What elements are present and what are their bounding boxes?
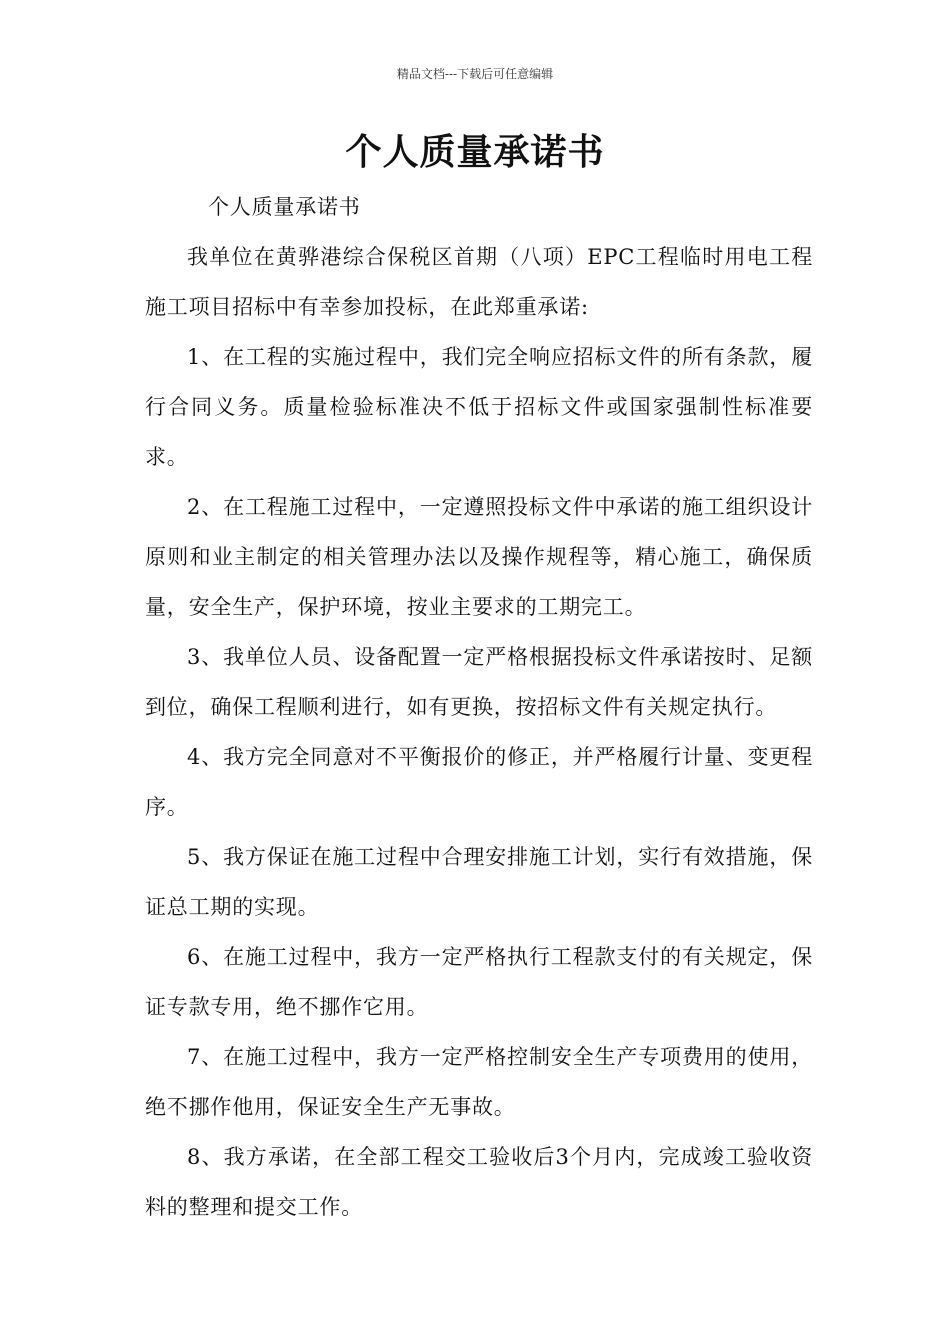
- commitment-item-4: 4、我方完全同意对不平衡报价的修正，并严格履行计量、变更程序。: [145, 745, 813, 819]
- page-header-note: 精品文档---下载后可任意编辑: [396, 67, 554, 81]
- commitment-item-2: 2、在工程施工过程中，一定遵照投标文件中承诺的施工组织设计原则和业主制定的相关管理办法以及操作规程等，精心施工，确保质量，安全生产，保护环境，按业主要求的工期完工。: [145, 495, 813, 619]
- document-body: [145, 182, 813, 1232]
- commitment-item-1: 1、在工程的实施过程中，我们完全响应招标文件的所有条款，履行合同义务。质量检验标准决不低于招标文件或国家强制性标准要求。: [145, 345, 813, 469]
- commitment-item-7: 7、在施工过程中，我方一定严格控制安全生产专项费用的使用，绝不挪作他用，保证安全生产无事故。: [145, 1045, 813, 1119]
- document-title: 个人质量承诺书: [345, 131, 605, 173]
- commitment-item-6: 6、在施工过程中，我方一定严格执行工程款支付的有关规定，保证专款专用，绝不挪作它用。: [145, 945, 813, 1019]
- document-subtitle: 个人质量承诺书: [208, 195, 361, 219]
- intro-paragraph: 我单位在黄骅港综合保税区首期（八项）EPC工程临时用电工程施工项目招标中有幸参加投标，在此郑重承诺:: [145, 245, 813, 319]
- commitment-item-5: 5、我方保证在施工过程中合理安排施工计划，实行有效措施，保证总工期的实现。: [145, 845, 813, 919]
- commitment-item-3: 3、我单位人员、设备配置一定严格根据投标文件承诺按时、足额到位，确保工程顺利进行，如有更换，按招标文件有关规定执行。: [145, 645, 813, 719]
- commitment-item-8: 8、我方承诺，在全部工程交工验收后3个月内，完成竣工验收资料的整理和提交工作。: [145, 1145, 813, 1219]
